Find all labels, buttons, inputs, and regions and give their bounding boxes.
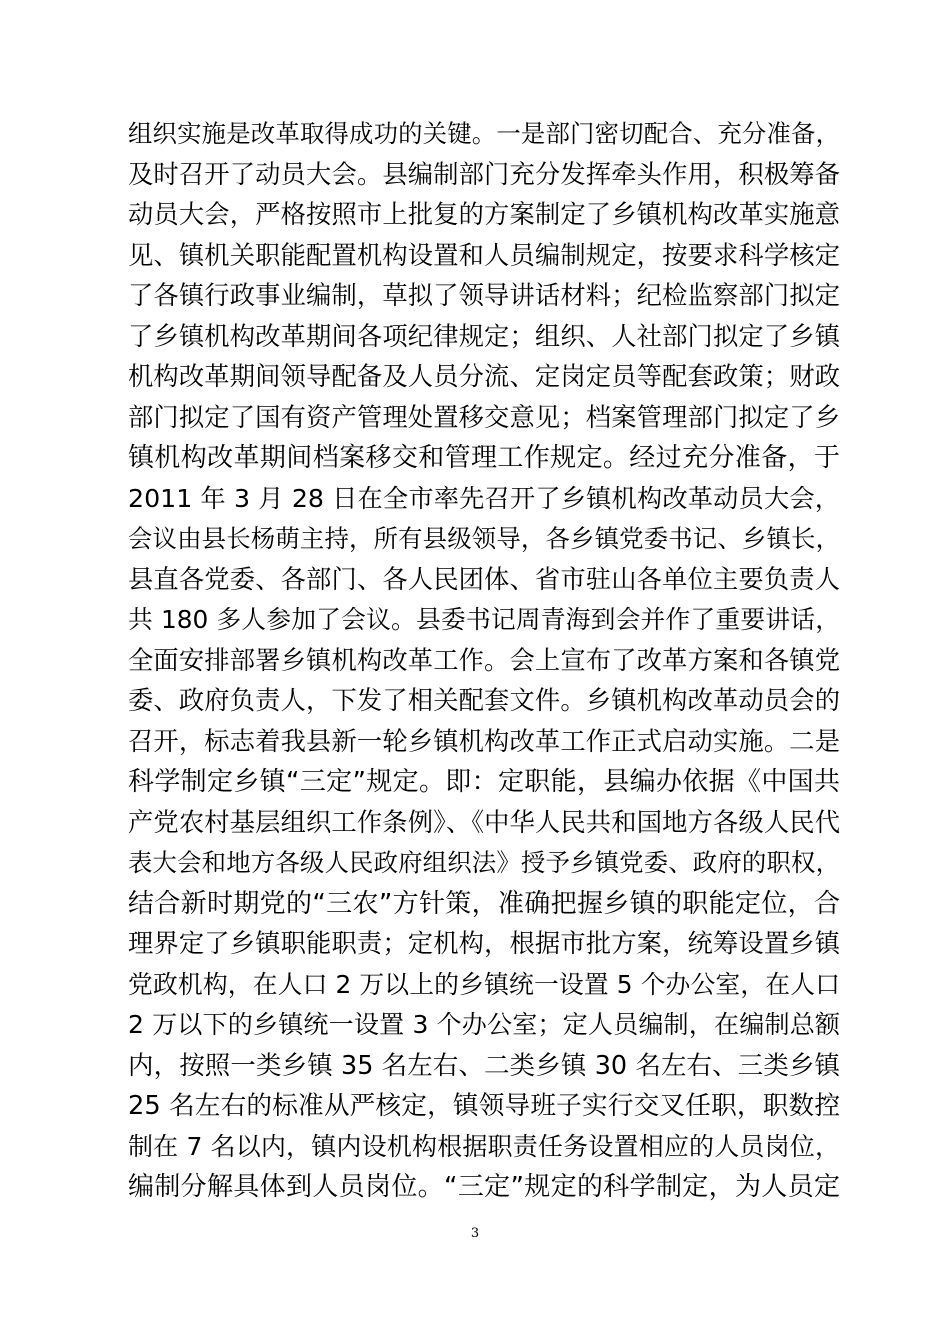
- text-line: 及时召开了动员大会。县编制部门充分发挥牵头作用，积极筹备: [128, 159, 840, 189]
- text-line: 委、政府负责人，下发了相关配套文件。乡镇机构改革动员会的: [128, 686, 840, 715]
- text-line: 共 180 多人参加了会议。县委书记周青海到会并作了重要讲话，: [128, 605, 840, 634]
- text-line: 组织实施是改革取得成功的关键。一是部门密切配合、充分准备，: [128, 119, 840, 148]
- text-line: 内，按照一类乡镇 35 名左右、二类乡镇 30 名左右、三类乡镇: [128, 1050, 840, 1081]
- text-line: 县直各党委、各部门、各人民团体、省市驻山各单位主要负责人: [128, 564, 840, 594]
- text-line: 党政机构，在人口 2 万以上的乡镇统一设置 5 个办公室，在人口: [128, 969, 840, 999]
- text-line: 2011 年 3 月 28 日在全市率先召开了乡镇机构改革动员大会，: [128, 483, 840, 513]
- text-line: 镇机构改革期间档案移交和管理工作规定。经过充分准备，于: [128, 443, 840, 473]
- text-line: 见、镇机关职能配置机构设置和人员编制规定，按要求科学核定: [128, 240, 840, 270]
- text-line: 25 名左右的标准从严核定，镇领导班子实行交叉任职，职数控: [128, 1091, 840, 1121]
- text-line: 结合新时期党的“三农”方针策，准确把握乡镇的职能定位，合: [128, 888, 840, 919]
- body-paragraph: [128, 114, 840, 1208]
- text-line: 全面安排部署乡镇机构改革工作。会上宣布了改革方案和各镇党: [128, 645, 840, 675]
- text-line: 产党农村基层组织工作条例》、《中华人民共和国地方各级人民代: [128, 807, 840, 837]
- page-number: 3: [470, 1226, 480, 1241]
- text-line: 了乡镇机构改革期间各项纪律规定；组织、人社部门拟定了乡镇: [128, 321, 840, 351]
- text-line: 2 万以下的乡镇统一设置 3 个办公室；定人员编制，在编制总额: [128, 1010, 840, 1039]
- text-line: 理界定了乡镇职能职责；定机构，根据市批方案，统筹设置乡镇: [128, 929, 840, 958]
- text-line: 了各镇行政事业编制，草拟了领导讲话材料；纪检监察部门拟定: [128, 281, 840, 310]
- text-line: 动员大会，严格按照市上批复的方案制定了乡镇机构改革实施意: [128, 200, 840, 229]
- text-line: 机构改革期间领导配备及人员分流、定岗定员等配套政策；财政: [128, 362, 840, 391]
- text-line: 表大会和地方各级人民政府组织法》授予乡镇党委、政府的职权，: [128, 848, 840, 877]
- text-line: 会议由县长杨萌主持，所有县级领导，各乡镇党委书记、乡镇长，: [128, 524, 840, 553]
- text-line: 制在 7 名以内，镇内设机构根据职责任务设置相应的人员岗位，: [128, 1131, 840, 1161]
- text-line: 部门拟定了国有资产管理处置移交意见；档案管理部门拟定了乡: [128, 402, 840, 432]
- text-line: 科学制定乡镇“三定”规定。即：定职能，县编办依据《中国共: [128, 767, 840, 797]
- text-line: 召开，标志着我县新一轮乡镇机构改革工作正式启动实施。二是: [128, 726, 840, 756]
- text-line: 编制分解具体到人员岗位。“三定”规定的科学制定，为人员定: [128, 1172, 840, 1202]
